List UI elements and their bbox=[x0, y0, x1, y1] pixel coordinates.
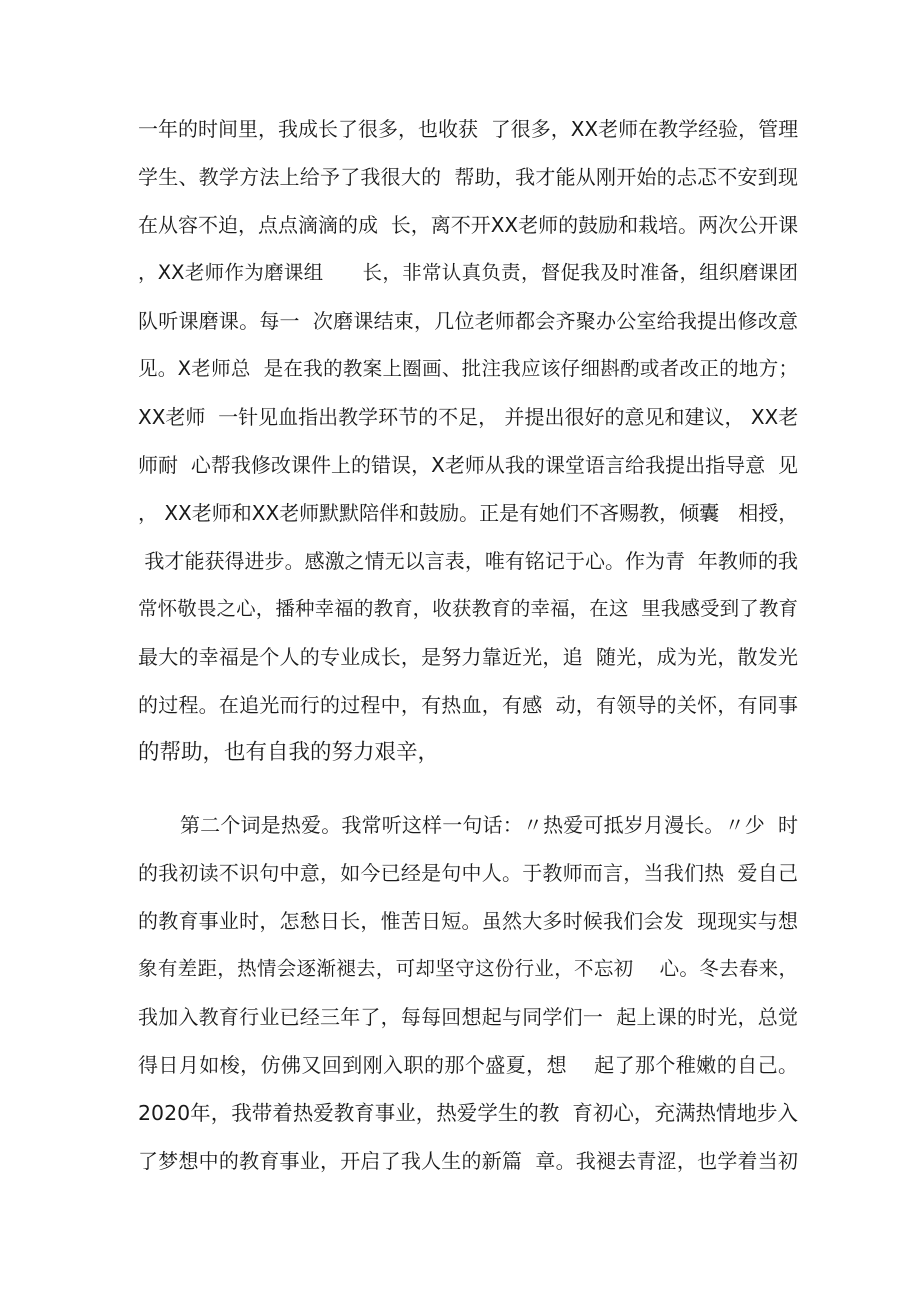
text-line: 在从容不迫，点点滴滴的成 长，离不开XX老师的鼓励和栽培。两次公开课 bbox=[138, 213, 798, 237]
text-line: 的我初读不识句中意，如今已经是句中人。于教师而言，当我们热 爱自己 bbox=[138, 861, 798, 885]
text-line: 的过程。在追光而行的过程中，有热血，有感 动，有领导的关怀，有同事 bbox=[138, 693, 798, 717]
text-line: 2020年，我带着热爱教育事业，热爱学生的教 育初心，充满热情地步入 bbox=[138, 1101, 798, 1125]
text-line: 一年的时间里，我成长了很多，也收获 了很多，XX老师在教学经验，管理 bbox=[138, 117, 798, 141]
text-line: 的帮助，也有自我的努力艰辛， bbox=[138, 740, 440, 765]
text-line: 我加入教育行业已经三年了，每每回想起与同学们一 起上课的时光，总觉 bbox=[138, 1005, 798, 1029]
text-line: 师耐 心帮我修改课件上的错误，X老师从我的课堂语言给我提出指导意 见 bbox=[138, 453, 798, 477]
text-line: 象有差距，热情会逐渐褪去，可却坚守这份行业，不忘初 心。冬去春来， bbox=[138, 957, 798, 980]
text-line: 第二个词是热爱。我常听这样一句话：〃热爱可抵岁月漫长。〃少 时 bbox=[180, 813, 798, 837]
text-line: 队听课磨课。每一 次磨课结束，几位老师都会齐聚办公室给我提出修改意 bbox=[138, 309, 798, 333]
text-line: 得日月如梭，仿佛又回到刚入职的那个盛夏，想 起了那个稚嫩的自己。 bbox=[138, 1053, 798, 1077]
text-line: 常怀敬畏之心，播种幸福的教育，收获教育的幸福，在这 里我感受到了教育 bbox=[138, 597, 798, 620]
text-line: ，XX老师作为磨课组 长，非常认真负责，督促我及时准备，组织磨课团 bbox=[138, 261, 798, 284]
text-line: 的教育事业时，怎愁日长，惟苦日短。虽然大多时候我们会发 现现实与想 bbox=[138, 909, 798, 933]
text-line: 学生、教学方法上给予了我很大的 帮助，我才能从刚开始的忐忑不安到现 bbox=[138, 165, 798, 189]
text-line: ， XX老师和XX老师默默陪伴和鼓励。正是有她们不吝赐教，倾囊 相授， bbox=[138, 501, 798, 525]
text-line: 见。X老师总 是在我的教案上圈画、批注我应该仔细斟酌或者改正的地方； bbox=[138, 357, 798, 380]
text-line: XX老师 一针见血指出教学环节的不足， 并提出很好的意见和建议， XX老 bbox=[138, 405, 798, 429]
text-line: 最大的幸福是个人的专业成长，是努力靠近光，追 随光，成为光，散发光 bbox=[138, 645, 798, 669]
text-line: 我才能获得进步。感激之情无以言表，唯有铭记于心。作为青 年教师的我 bbox=[138, 549, 798, 573]
text-line: 了梦想中的教育事业，开启了我人生的新篇 章。我褪去青涩，也学着当初 bbox=[138, 1149, 798, 1173]
